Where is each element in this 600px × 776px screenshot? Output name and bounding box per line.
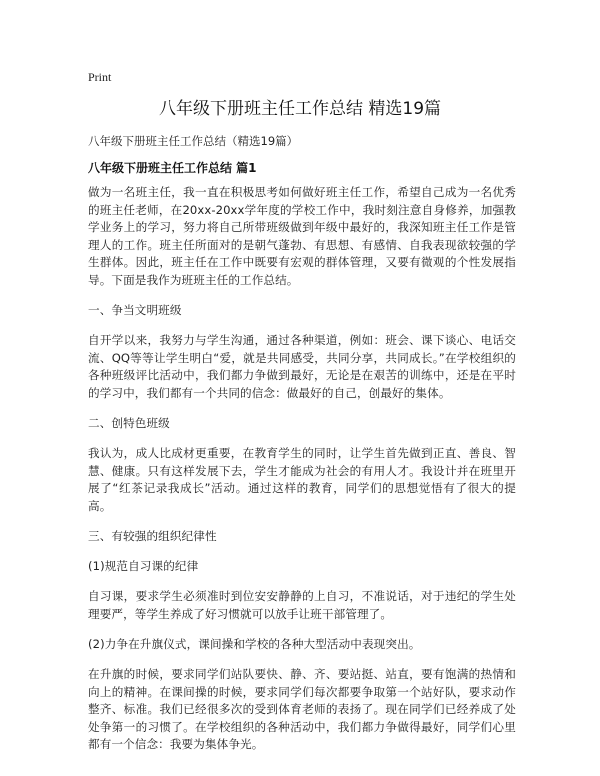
paragraph-featured-class: 我认为，成人比成材更重要，在教育学生的同时，让学生首先做到正直、善良、智慧、健康。只有这样发展下去，学生才能成为社会的有用人才。我设计并在班里开展了“红茶记录我成长”活动。通过这样的教育，同学们的思想觉悟有了很大的提高。: [88, 446, 516, 513]
intro-paragraph: 做为一名班主任，我一直在积极思考如何做好班主任工作，希望自己成为一名优秀的班主任老师，在20xx-20xx学年度的学校工作中，我时刻注意自身修养，加强教学业务上的学习，努力将自己所带班级做到年级中最好的，我深知班主任工作是管理人的工作。班主任所面对的是朝气蓬勃、有思想、有感情、自我表现欲较强的学生群体。因此，班主任在工作中既要有宏观的群体管理，又要有微观的个性发展指导。下面是我作为班班主任的工作总结。: [88, 185, 516, 287]
paragraph-flag-ceremony: 在升旗的时候，要求同学们站队要快、静、齐、要站挺、站直，要有饱满的热情和向上的精神。在课间操的时候，要求同学们每次都要争取第一个站好队，要求动作整齐、标准。我们已经很多次的受到体育老师的表扬了。现在同学们已经养成了处处争第一的习惯了。在学校组织的各种活动中，我们都力争做得最好，同学们心里都有一个信念：我要为集体争光。: [88, 666, 516, 752]
article-body: [88, 184, 516, 766]
subheading-discipline: 三、有较强的组织纪律性: [88, 529, 217, 543]
subheading-featured-class: 二、创特色班级: [88, 416, 170, 431]
print-link[interactable]: Print: [88, 70, 112, 84]
page-title: 八年级下册班主任工作总结 精选19篇: [158, 99, 442, 119]
paragraph-flag-ceremony-goal: (2)力争在升旗仪式，课间操和学校的各种大型活动中表现突出。: [88, 636, 421, 651]
subheading-self-study: (1)规范自习课的纪律: [88, 559, 199, 574]
document-subtitle: 八年级下册班主任工作总结（精选19篇）: [88, 134, 299, 148]
subheading-civilized-class: 一、争当文明班级: [88, 303, 182, 318]
section-heading: 八年级下册班主任工作总结 篇1: [88, 161, 257, 175]
paragraph-self-study: 自习课，要求学生必须准时到位安安静静的上自习，不准说话，对于违纪的学生处理要严，等学生养成了好习惯就可以放手让班干部管理了。: [88, 589, 516, 621]
paragraph-civilized-class: 自开学以来，我努力与学生沟通，通过各种渠道，例如：班会、课下谈心、电话交流、QQ等等让学生明白“爱，就是共同感受，共同分享，共同成长。”在学校组织的各种班级评比活动中，我们都力争做到最好，无论是在艰苦的训练中，还是在平时的学习中，我们都有一个共同的信念：做最好的自己，创最好的集体。: [88, 333, 516, 400]
